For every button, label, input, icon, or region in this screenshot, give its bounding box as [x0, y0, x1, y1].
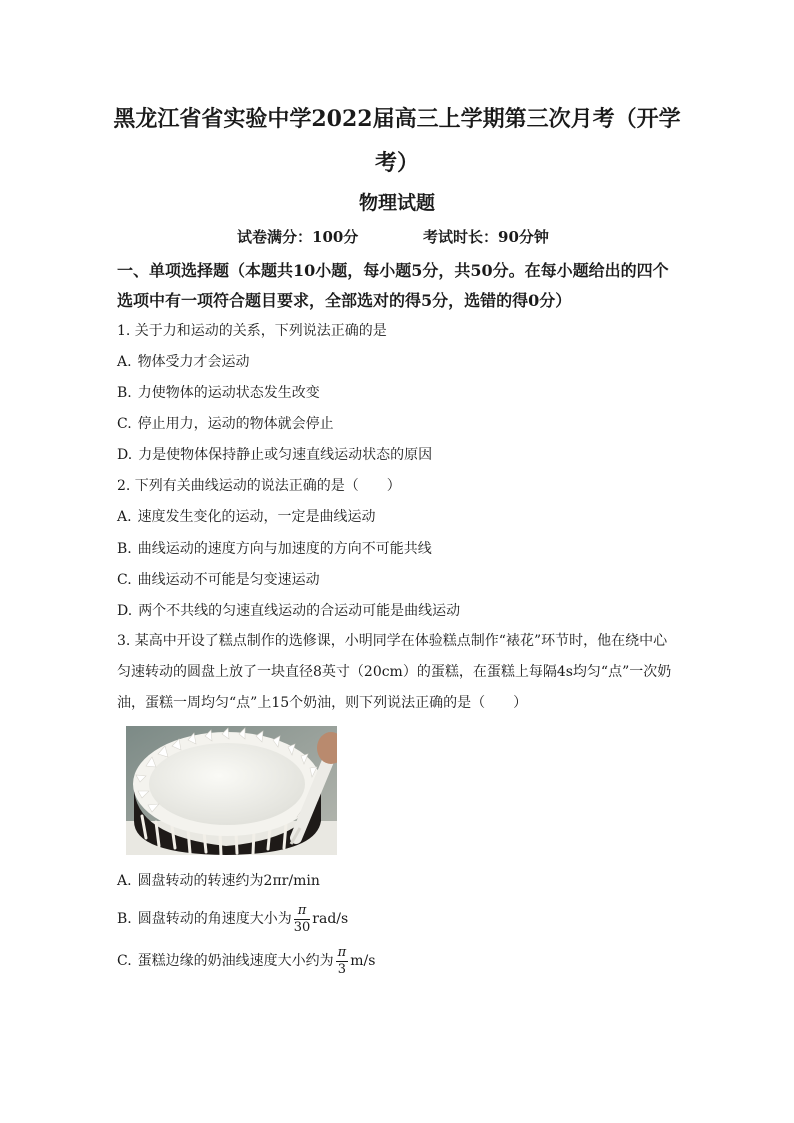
option-letter: C. — [117, 953, 132, 969]
option-text: 圆盘转动的转速约为2πr/min — [137, 873, 320, 889]
option-letter: C. — [117, 572, 132, 588]
option-text: 曲线运动不可能是匀变速运动 — [137, 572, 320, 588]
q1-option-a — [117, 352, 250, 372]
q2-option-a — [117, 507, 376, 527]
cake-illustration — [126, 726, 337, 855]
option-letter: A. — [117, 509, 132, 525]
question-1-stem: 1. 关于力和运动的关系，下列说法正确的是 — [117, 323, 387, 339]
option-text: 速度发生变化的运动，一定是曲线运动 — [137, 509, 376, 525]
exam-title: 黑龙江省省实验中学2022届高三上学期第三次月考（开学考） — [113, 106, 681, 176]
option-letter: D. — [117, 447, 133, 463]
q2-option-b — [117, 539, 432, 559]
fraction-numerator: π — [294, 903, 311, 920]
option-text: 力是使物体保持静止或匀速直线运动状态的原因 — [138, 447, 433, 463]
section-heading: 一、单项选择题（本题共10小题，每小题5分，共50分。在每小题给出的四个选项中有一项符合题目要求，全部选对的得5分，选错的得0分） — [117, 261, 669, 310]
option-text: 停止用力，运动的物体就会停止 — [137, 416, 334, 432]
option-text: 力使物体的运动状态发生改变 — [137, 385, 320, 401]
q3-option-b — [117, 902, 348, 936]
q1-option-d — [117, 445, 432, 465]
full-score: 试卷满分：100分 — [237, 228, 359, 246]
option-letter: A. — [117, 354, 132, 370]
q3-option-c — [117, 944, 375, 978]
option-text-unit: m/s — [350, 953, 376, 969]
q1-option-c — [117, 414, 334, 434]
option-text: 两个不共线的匀速直线运动的合运动可能是曲线运动 — [138, 603, 461, 619]
option-letter: B. — [117, 541, 132, 557]
option-letter: A. — [117, 873, 132, 889]
option-letter: C. — [117, 416, 132, 432]
option-text-unit: rad/s — [312, 911, 349, 927]
question-3-stem: 3. 某高中开设了糕点制作的选修课，小明同学在体验糕点制作“裱花”环节时，他在绕中心匀速转动的圆盘上放了一块直径8英寸（20cm）的蛋糕，在蛋糕上每隔4s均匀“点”一次奶油，蛋糕一周均匀“点”上15个奶油，则下列说法正确的是（ ） — [117, 633, 672, 711]
fraction — [294, 903, 311, 936]
option-letter: D. — [117, 603, 133, 619]
option-text: 物体受力才会运动 — [137, 354, 250, 370]
subject-heading: 物理试题 — [358, 192, 435, 214]
option-text: 曲线运动的速度方向与加速度的方向不可能共线 — [137, 541, 432, 557]
fraction-numerator: π — [337, 944, 347, 960]
option-letter: B. — [117, 385, 132, 401]
cake-photo — [126, 726, 337, 855]
option-text-prefix: 圆盘转动的角速度大小为 — [137, 911, 292, 927]
fraction — [336, 945, 349, 978]
q3-option-a — [117, 871, 320, 891]
q1-option-b — [117, 383, 320, 403]
q2-option-c — [117, 570, 320, 590]
option-letter: B. — [117, 911, 132, 927]
question-2-stem: 2. 下列有关曲线运动的说法正确的是（ ） — [117, 478, 401, 494]
fraction-denominator: 3 — [337, 961, 347, 977]
fraction-denominator: 30 — [293, 919, 311, 935]
exam-duration: 考试时长：90分钟 — [423, 228, 549, 246]
option-text-prefix: 蛋糕边缘的奶油线速度大小约为 — [137, 953, 334, 969]
q2-option-d — [117, 601, 460, 621]
